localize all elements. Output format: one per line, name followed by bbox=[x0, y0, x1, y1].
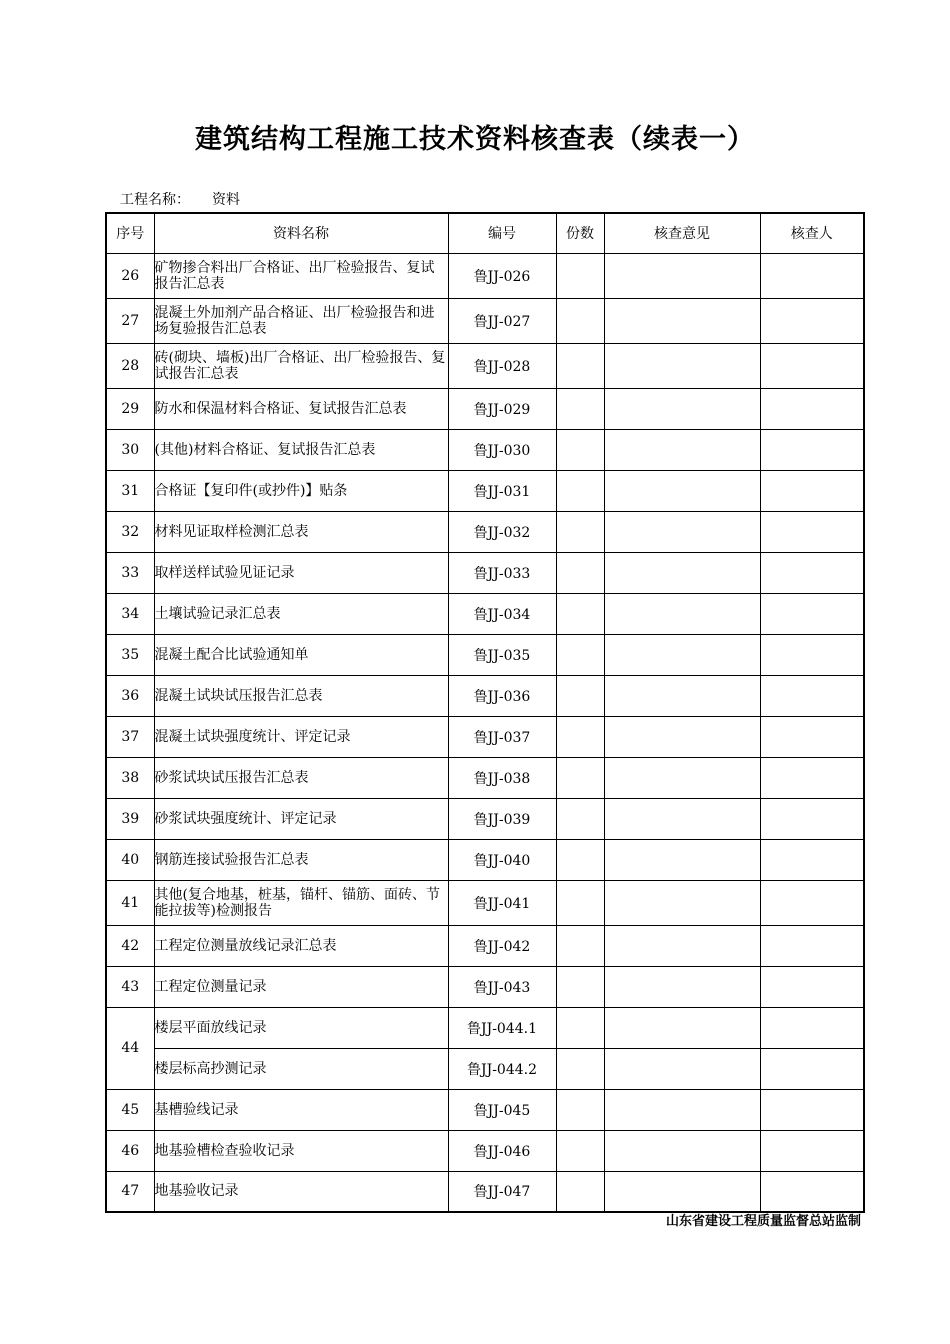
row-document-name: 合格证【复印件(或抄件)】贴条 bbox=[154, 470, 448, 511]
row-reviewer-cell[interactable] bbox=[760, 839, 864, 880]
row-number: 47 bbox=[106, 1171, 154, 1212]
row-copies-cell[interactable] bbox=[556, 716, 604, 757]
row-reviewer-cell[interactable] bbox=[760, 1130, 864, 1171]
header-name: 资料名称 bbox=[154, 213, 448, 253]
page-title: 建筑结构工程施工技术资料核查表（续表一） bbox=[195, 124, 755, 155]
row-opinion-cell[interactable] bbox=[604, 253, 760, 298]
row-reviewer-cell[interactable] bbox=[760, 798, 864, 839]
table-row bbox=[106, 593, 864, 634]
row-code: 鲁JJ-044.2 bbox=[448, 1048, 556, 1089]
table-row bbox=[106, 757, 864, 798]
table-row bbox=[106, 429, 864, 470]
row-reviewer-cell[interactable] bbox=[760, 757, 864, 798]
row-copies-cell[interactable] bbox=[556, 388, 604, 429]
row-document-name: 砂浆试块试压报告汇总表 bbox=[154, 757, 448, 798]
row-code: 鲁JJ-034 bbox=[448, 593, 556, 634]
row-copies-cell[interactable] bbox=[556, 1171, 604, 1212]
header-reviewer: 核查人 bbox=[760, 213, 864, 253]
row-code: 鲁JJ-040 bbox=[448, 839, 556, 880]
row-reviewer-cell[interactable] bbox=[760, 1048, 864, 1089]
row-number: 37 bbox=[106, 716, 154, 757]
row-opinion-cell[interactable] bbox=[604, 880, 760, 925]
row-copies-cell[interactable] bbox=[556, 593, 604, 634]
row-opinion-cell[interactable] bbox=[604, 429, 760, 470]
row-opinion-cell[interactable] bbox=[604, 593, 760, 634]
row-number: 26 bbox=[106, 253, 154, 298]
row-opinion-cell[interactable] bbox=[604, 675, 760, 716]
row-code: 鲁JJ-046 bbox=[448, 1130, 556, 1171]
row-document-name: 楼层平面放线记录 bbox=[154, 1007, 448, 1048]
row-code: 鲁JJ-029 bbox=[448, 388, 556, 429]
row-code: 鲁JJ-028 bbox=[448, 343, 556, 388]
row-number: 39 bbox=[106, 798, 154, 839]
row-code: 鲁JJ-038 bbox=[448, 757, 556, 798]
row-number: 32 bbox=[106, 511, 154, 552]
row-opinion-cell[interactable] bbox=[604, 1048, 760, 1089]
table-row bbox=[106, 634, 864, 675]
row-document-name: 楼层标高抄测记录 bbox=[154, 1048, 448, 1089]
row-reviewer-cell[interactable] bbox=[760, 966, 864, 1007]
row-copies-cell[interactable] bbox=[556, 1130, 604, 1171]
table-row bbox=[106, 880, 864, 925]
row-opinion-cell[interactable] bbox=[604, 388, 760, 429]
row-code: 鲁JJ-032 bbox=[448, 511, 556, 552]
header-opinion: 核查意见 bbox=[604, 213, 760, 253]
row-opinion-cell[interactable] bbox=[604, 511, 760, 552]
row-opinion-cell[interactable] bbox=[604, 1130, 760, 1171]
row-code: 鲁JJ-030 bbox=[448, 429, 556, 470]
row-reviewer-cell[interactable] bbox=[760, 675, 864, 716]
row-number: 46 bbox=[106, 1130, 154, 1171]
row-document-name: 土壤试验记录汇总表 bbox=[154, 593, 448, 634]
row-number: 40 bbox=[106, 839, 154, 880]
row-copies-cell[interactable] bbox=[556, 880, 604, 925]
table-row bbox=[106, 925, 864, 966]
row-opinion-cell[interactable] bbox=[604, 1007, 760, 1048]
row-opinion-cell[interactable] bbox=[604, 1089, 760, 1130]
footer-issuer: 山东省建设工程质量监督总站监制 bbox=[665, 1214, 861, 1229]
row-copies-cell[interactable] bbox=[556, 839, 604, 880]
row-copies-cell[interactable] bbox=[556, 298, 604, 343]
row-copies-cell[interactable] bbox=[556, 552, 604, 593]
table-row bbox=[106, 1171, 864, 1212]
row-document-name: 混凝土配合比试验通知单 bbox=[154, 634, 448, 675]
row-document-name: 基槽验线记录 bbox=[154, 1089, 448, 1130]
row-opinion-cell[interactable] bbox=[604, 298, 760, 343]
table-row bbox=[106, 675, 864, 716]
row-opinion-cell[interactable] bbox=[604, 716, 760, 757]
row-reviewer-cell[interactable] bbox=[760, 1007, 864, 1048]
row-number: 44 bbox=[106, 1007, 154, 1089]
row-reviewer-cell[interactable] bbox=[760, 470, 864, 511]
row-document-name: (其他)材料合格证、复试报告汇总表 bbox=[154, 429, 448, 470]
row-reviewer-cell[interactable] bbox=[760, 593, 864, 634]
row-reviewer-cell[interactable] bbox=[760, 716, 864, 757]
row-reviewer-cell[interactable] bbox=[760, 253, 864, 298]
table-row bbox=[106, 1048, 864, 1089]
row-copies-cell[interactable] bbox=[556, 1048, 604, 1089]
row-reviewer-cell[interactable] bbox=[760, 880, 864, 925]
row-opinion-cell[interactable] bbox=[604, 1171, 760, 1212]
project-name-value: 资料 bbox=[212, 192, 240, 208]
table-header-row bbox=[106, 213, 864, 253]
row-document-name: 混凝土外加剂产品合格证、出厂检验报告和进场复验报告汇总表 bbox=[154, 298, 448, 343]
row-reviewer-cell[interactable] bbox=[760, 925, 864, 966]
row-document-name: 地基验槽检查验收记录 bbox=[154, 1130, 448, 1171]
row-number: 35 bbox=[106, 634, 154, 675]
row-document-name: 材料见证取样检测汇总表 bbox=[154, 511, 448, 552]
row-opinion-cell[interactable] bbox=[604, 839, 760, 880]
table-row bbox=[106, 298, 864, 343]
row-copies-cell[interactable] bbox=[556, 1089, 604, 1130]
row-document-name: 砖(砌块、墙板)出厂合格证、出厂检验报告、复试报告汇总表 bbox=[154, 343, 448, 388]
row-code: 鲁JJ-036 bbox=[448, 675, 556, 716]
row-code: 鲁JJ-037 bbox=[448, 716, 556, 757]
row-document-name: 取样送样试验见证记录 bbox=[154, 552, 448, 593]
row-code: 鲁JJ-031 bbox=[448, 470, 556, 511]
row-copies-cell[interactable] bbox=[556, 429, 604, 470]
table-row bbox=[106, 1007, 864, 1048]
row-number: 45 bbox=[106, 1089, 154, 1130]
review-table bbox=[105, 212, 865, 1213]
row-copies-cell[interactable] bbox=[556, 757, 604, 798]
row-number: 29 bbox=[106, 388, 154, 429]
row-code: 鲁JJ-026 bbox=[448, 253, 556, 298]
row-document-name: 工程定位测量放线记录汇总表 bbox=[154, 925, 448, 966]
row-opinion-cell[interactable] bbox=[604, 925, 760, 966]
row-document-name: 防水和保温材料合格证、复试报告汇总表 bbox=[154, 388, 448, 429]
table-row bbox=[106, 343, 864, 388]
table-row bbox=[106, 470, 864, 511]
row-opinion-cell[interactable] bbox=[604, 798, 760, 839]
table-row bbox=[106, 253, 864, 298]
row-opinion-cell[interactable] bbox=[604, 966, 760, 1007]
row-code: 鲁JJ-041 bbox=[448, 880, 556, 925]
row-code: 鲁JJ-043 bbox=[448, 966, 556, 1007]
table-row bbox=[106, 839, 864, 880]
row-reviewer-cell[interactable] bbox=[760, 552, 864, 593]
row-copies-cell[interactable] bbox=[556, 343, 604, 388]
table-row bbox=[106, 966, 864, 1007]
row-document-name: 混凝土试块试压报告汇总表 bbox=[154, 675, 448, 716]
row-copies-cell[interactable] bbox=[556, 925, 604, 966]
row-copies-cell[interactable] bbox=[556, 634, 604, 675]
row-number: 34 bbox=[106, 593, 154, 634]
row-number: 30 bbox=[106, 429, 154, 470]
table-row bbox=[106, 552, 864, 593]
table-row bbox=[106, 1130, 864, 1171]
row-copies-cell[interactable] bbox=[556, 675, 604, 716]
row-code: 鲁JJ-033 bbox=[448, 552, 556, 593]
row-document-name: 混凝土试块强度统计、评定记录 bbox=[154, 716, 448, 757]
row-reviewer-cell[interactable] bbox=[760, 634, 864, 675]
row-number: 28 bbox=[106, 343, 154, 388]
row-reviewer-cell[interactable] bbox=[760, 429, 864, 470]
header-no: 序号 bbox=[106, 213, 154, 253]
row-reviewer-cell[interactable] bbox=[760, 343, 864, 388]
row-reviewer-cell[interactable] bbox=[760, 298, 864, 343]
row-copies-cell[interactable] bbox=[556, 470, 604, 511]
row-reviewer-cell[interactable] bbox=[760, 388, 864, 429]
project-name-line bbox=[120, 189, 240, 209]
row-copies-cell[interactable] bbox=[556, 511, 604, 552]
row-copies-cell[interactable] bbox=[556, 1007, 604, 1048]
row-opinion-cell[interactable] bbox=[604, 634, 760, 675]
row-code: 鲁JJ-047 bbox=[448, 1171, 556, 1212]
row-document-name: 钢筋连接试验报告汇总表 bbox=[154, 839, 448, 880]
row-copies-cell[interactable] bbox=[556, 798, 604, 839]
row-document-name: 地基验收记录 bbox=[154, 1171, 448, 1212]
row-document-name: 矿物掺合料出厂合格证、出厂检验报告、复试报告汇总表 bbox=[154, 253, 448, 298]
row-opinion-cell[interactable] bbox=[604, 470, 760, 511]
row-code: 鲁JJ-027 bbox=[448, 298, 556, 343]
row-code: 鲁JJ-039 bbox=[448, 798, 556, 839]
row-number: 41 bbox=[106, 880, 154, 925]
row-number: 33 bbox=[106, 552, 154, 593]
row-number: 38 bbox=[106, 757, 154, 798]
table-row bbox=[106, 1089, 864, 1130]
table-row bbox=[106, 388, 864, 429]
project-name-label: 工程名称： bbox=[120, 192, 190, 208]
row-document-name: 其他(复合地基，桩基，锚杆、锚筋、面砖、节能拉拔等)检测报告 bbox=[154, 880, 448, 925]
row-document-name: 砂浆试块强度统计、评定记录 bbox=[154, 798, 448, 839]
row-code: 鲁JJ-044.1 bbox=[448, 1007, 556, 1048]
row-copies-cell[interactable] bbox=[556, 253, 604, 298]
row-number: 27 bbox=[106, 298, 154, 343]
row-reviewer-cell[interactable] bbox=[760, 1089, 864, 1130]
row-reviewer-cell[interactable] bbox=[760, 511, 864, 552]
row-opinion-cell[interactable] bbox=[604, 757, 760, 798]
table-row bbox=[106, 511, 864, 552]
row-code: 鲁JJ-045 bbox=[448, 1089, 556, 1130]
row-opinion-cell[interactable] bbox=[604, 552, 760, 593]
row-reviewer-cell[interactable] bbox=[760, 1171, 864, 1212]
header-code: 编号 bbox=[448, 213, 556, 253]
table-row bbox=[106, 716, 864, 757]
row-number: 31 bbox=[106, 470, 154, 511]
row-copies-cell[interactable] bbox=[556, 966, 604, 1007]
header-copies: 份数 bbox=[556, 213, 604, 253]
row-number: 42 bbox=[106, 925, 154, 966]
row-document-name: 工程定位测量记录 bbox=[154, 966, 448, 1007]
row-number: 36 bbox=[106, 675, 154, 716]
row-code: 鲁JJ-042 bbox=[448, 925, 556, 966]
table-row bbox=[106, 798, 864, 839]
row-code: 鲁JJ-035 bbox=[448, 634, 556, 675]
row-opinion-cell[interactable] bbox=[604, 343, 760, 388]
row-number: 43 bbox=[106, 966, 154, 1007]
